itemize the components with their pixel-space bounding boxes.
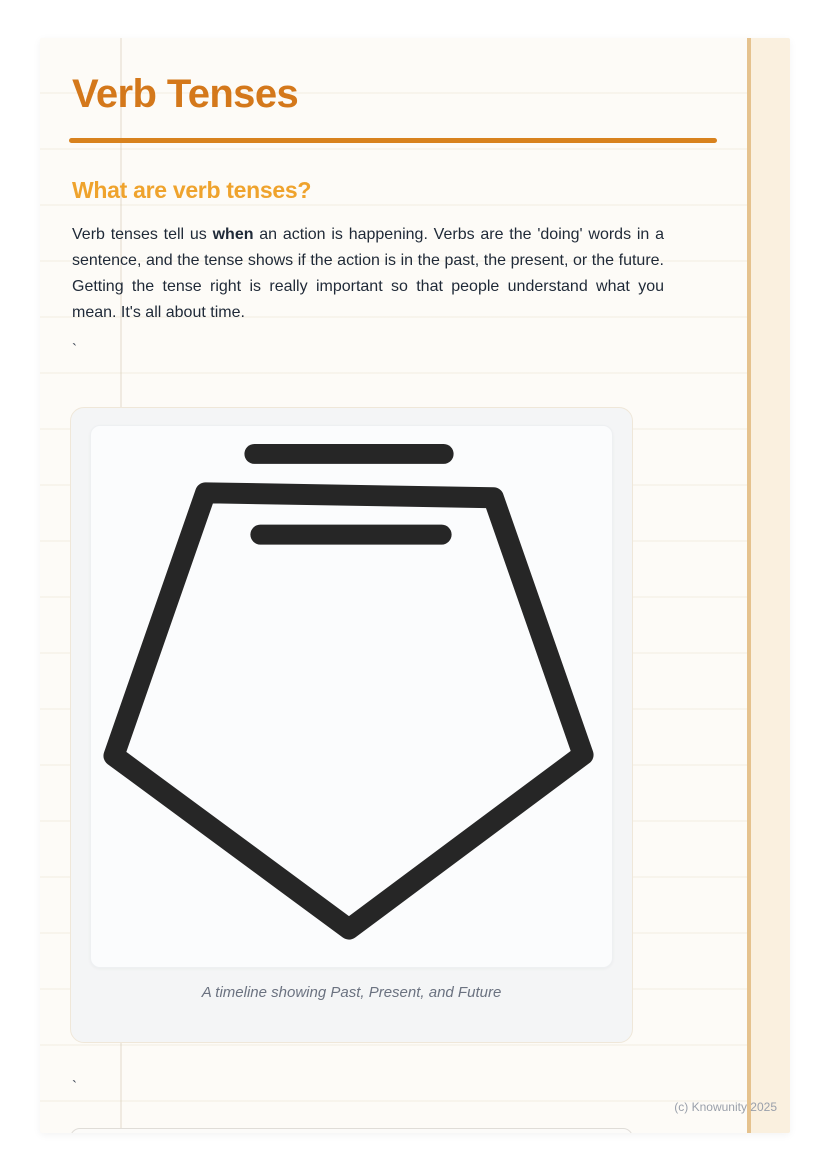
stray-backtick-1: ` — [72, 341, 77, 358]
notebook-margin-line-right — [747, 38, 751, 1133]
worksheet-page — [40, 38, 790, 1133]
intro-paragraph — [72, 222, 664, 326]
page-title: Verb Tenses — [72, 72, 299, 116]
next-section-card-stub — [70, 1128, 633, 1133]
section-heading: What are verb tenses? — [72, 177, 312, 203]
copyright-notice: (c) Knowunity 2025 — [674, 1100, 777, 1114]
figure-card — [70, 407, 633, 1043]
stray-backtick-2: ` — [72, 1078, 77, 1095]
pentagon-image-placeholder-icon — [91, 426, 612, 967]
intro-bold-word: when — [212, 226, 254, 243]
title-divider — [69, 138, 717, 143]
intro-text-start: Verb tenses tell us — [72, 226, 213, 243]
intro-text-end: an action is happening. Verbs are the 'doing' words in a sentence, and the tense shows if the action is in the past, the present, or the future. Getting the tense right is really important so that people understand what you mean. It's all about time. — [72, 226, 665, 321]
figure-caption: A timeline showing Past, Present, and Future — [201, 984, 502, 1001]
notebook-margin-strip-right — [751, 38, 790, 1133]
figure-image — [90, 425, 613, 968]
